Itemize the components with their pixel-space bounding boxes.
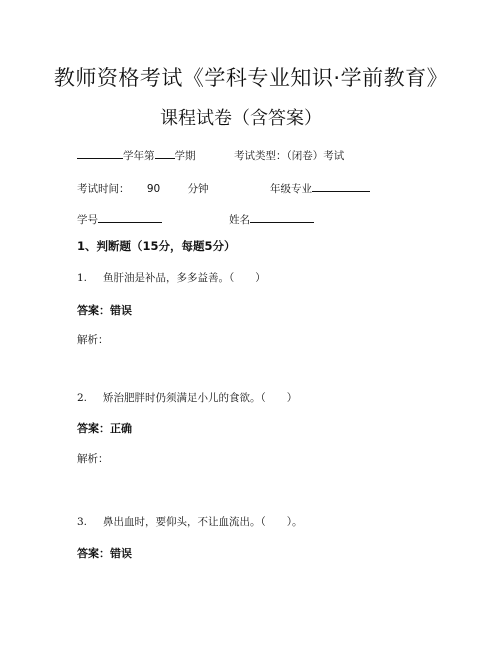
question-1 [77, 270, 266, 285]
id-row [77, 212, 162, 227]
question-number: 3. [77, 516, 88, 528]
grade-row [270, 181, 370, 196]
minutes-label: 分钟 [187, 183, 209, 195]
answer-3: 答案：错误 [77, 547, 132, 560]
exam-type: 考试类型：（闭卷）考试 [234, 150, 345, 162]
question-number: 2. [77, 392, 88, 404]
grade-blank [312, 182, 370, 192]
question-text: 矫治肥胖时仍须满足小儿的食欲。（ ） [103, 392, 298, 404]
question-2 [77, 390, 297, 405]
year-label: 学年第 [123, 150, 155, 162]
answer-2: 答案：正确 [77, 422, 132, 435]
analysis-1: 解析： [77, 334, 109, 346]
time-row [77, 181, 209, 196]
section-heading: 1、判断题（15分，每题5分） [77, 239, 236, 253]
question-number: 1. [77, 272, 88, 284]
id-label: 学号 [77, 214, 98, 226]
id-blank [98, 213, 162, 223]
grade-label: 年级专业 [270, 183, 312, 195]
name-blank [250, 213, 314, 223]
term-label: 学期 [174, 150, 196, 162]
name-row [229, 212, 314, 227]
term-blank [155, 149, 175, 159]
term-row [77, 148, 196, 163]
document-subtitle: 课程试卷（含答案） [160, 108, 322, 129]
time-label: 考试时间： [77, 183, 130, 195]
question-3 [77, 514, 303, 529]
answer-1: 答案：错误 [77, 304, 132, 317]
question-text: 鱼肝油是补品，多多益善。（ ） [103, 272, 266, 284]
question-text: 鼻出血时，要仰头，不让血流出。（ ）。 [103, 516, 303, 528]
analysis-2: 解析： [77, 453, 109, 465]
document-title: 教师资格考试《学科专业知识·学前教育》 [53, 66, 449, 90]
year-blank [77, 149, 123, 159]
time-value: 90 [146, 183, 161, 195]
name-label: 姓名 [229, 214, 250, 226]
